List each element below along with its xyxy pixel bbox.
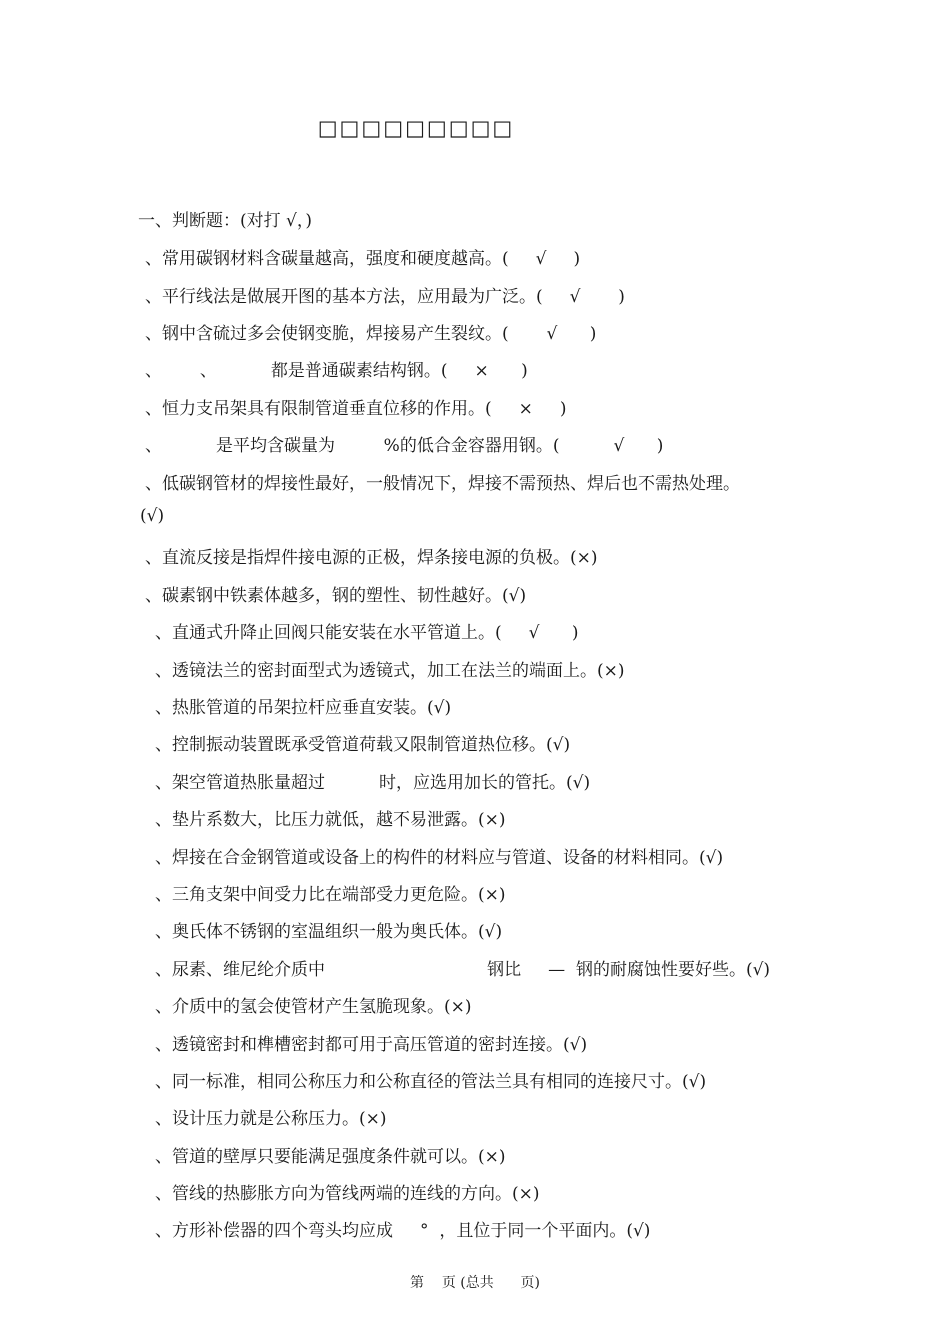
question-item: 、同一标准，相同公称压力和公称直径的管法兰具有相同的连接尺寸。(√): [155, 1072, 707, 1092]
page-footer: 第 页 (总共 页): [410, 1275, 540, 1291]
document-title: □□□□□□□□□: [317, 116, 515, 140]
question-item: 、管道的壁厚只要能满足强度条件就可以。(×): [155, 1147, 506, 1167]
question-item: 、尿素、维尼纶介质中 钢比 — 钢的耐腐蚀性要好些。(√): [155, 960, 771, 980]
question-item: 、热胀管道的吊架拉杆应垂直安装。(√): [155, 698, 452, 718]
question-item: 、直通式升降止回阀只能安装在水平管道上。( √ ): [155, 623, 579, 643]
question-item: 、垫片系数大，比压力就低，越不易泄露。(×): [155, 810, 506, 830]
question-item: 、设计压力就是公称压力。(×): [155, 1109, 387, 1129]
question-item: 、低碳钢管材的焊接性最好，一般情况下，焊接不需预热、焊后也不需热处理。: [145, 474, 740, 494]
question-item: 、介质中的氢会使管材产生氢脆现象。(×): [155, 997, 472, 1017]
question-item: 、焊接在合金钢管道或设备上的构件的材料应与管道、设备的材料相同。(√): [155, 848, 724, 868]
question-item: 、 、 都是普通碳素结构钢。( × ): [145, 361, 528, 381]
question-item: 、奥氏体不锈钢的室温组织一般为奥氏体。(√): [155, 922, 503, 942]
question-item-continuation: (√): [140, 506, 165, 526]
question-item: 、透镜法兰的密封面型式为透镜式，加工在法兰的端面上。(×): [155, 661, 625, 681]
question-item: 、平行线法是做展开图的基本方法，应用最为广泛。( √ ): [145, 287, 625, 307]
question-item: 、透镜密封和榫槽密封都可用于高压管道的密封连接。(√): [155, 1035, 588, 1055]
question-item: 、管线的热膨胀方向为管线两端的连线的方向。(×): [155, 1184, 540, 1204]
question-item: 、恒力支吊架具有限制管道垂直位移的作用。( × ): [145, 399, 567, 419]
question-item: 、三角支架中间受力比在端部受力更危险。(×): [155, 885, 506, 905]
question-item: 、 是平均含碳量为 %的低合金容器用钢。( √ ): [145, 436, 664, 456]
question-item: 、控制振动装置既承受管道荷载又限制管道热位移。(√): [155, 735, 571, 755]
question-item: 、架空管道热胀量超过 时，应选用加长的管托。(√): [155, 773, 591, 793]
question-item: 、常用碳钢材料含碳量越高，强度和硬度越高。( √ ): [145, 249, 581, 269]
question-item: 、钢中含硫过多会使钢变脆，焊接易产生裂纹。( √ ): [145, 324, 597, 344]
question-item: 、碳素钢中铁素体越多，钢的塑性、韧性越好。(√): [145, 586, 527, 606]
question-item: 、方形补偿器的四个弯头均应成 ° ，且位于同一个平面内。(√): [155, 1221, 651, 1241]
section-heading: 一、判断题：(对打 √，): [138, 211, 313, 231]
question-item: 、直流反接是指焊件接电源的正极，焊条接电源的负极。(×): [145, 548, 598, 568]
